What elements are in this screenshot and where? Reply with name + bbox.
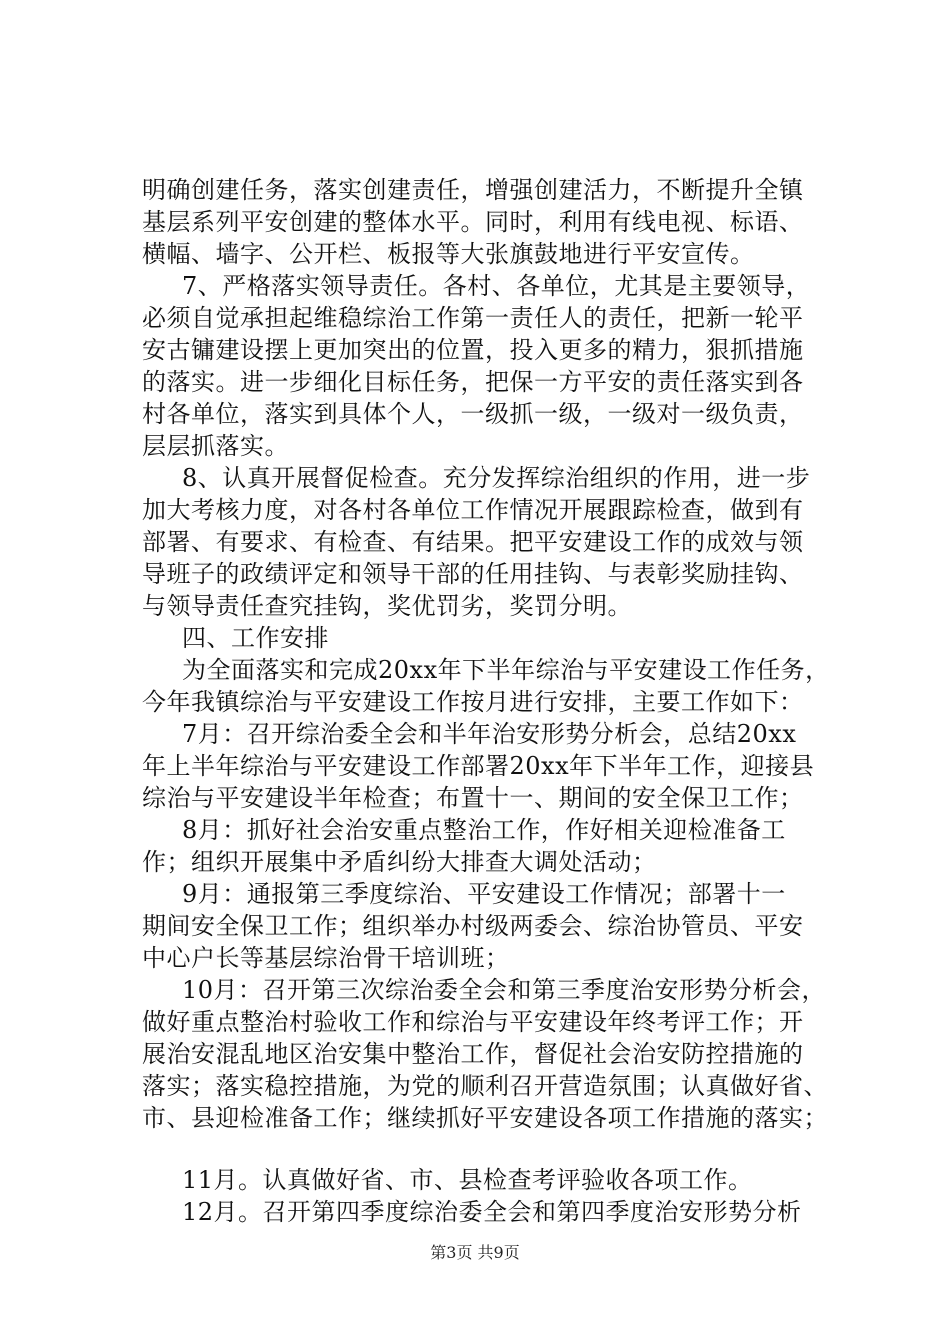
text-line: 明确创建任务，落实创建责任，增强创建活力，不断提升全镇: [142, 176, 804, 204]
text-line: 8月：抓好社会治安重点整治工作，作好相关迎检准备工: [182, 816, 786, 844]
text-line: 安古镛建设摆上更加突出的位置，投入更多的精力，狠抓措施: [142, 336, 804, 364]
text-line: 12月。召开第四季度综治委全会和第四季度治安形势分析: [182, 1198, 802, 1226]
body-text: [142, 174, 842, 1228]
text-line: 与领导责任查究挂钩，奖优罚劣，奖罚分明。: [142, 592, 632, 620]
text-line: 11月。认真做好省、市、县检查考评验收各项工作。: [182, 1166, 753, 1194]
text-line: 做好重点整治村验收工作和综治与平安建设年终考评工作；开: [142, 1008, 804, 1036]
paragraph-gap: [142, 1134, 842, 1164]
text-line: 8、认真开展督促检查。充分发挥综治组织的作用，进一步: [182, 464, 811, 492]
text-line: 7月：召开综治委全会和半年治安形势分析会，总结20xx: [182, 720, 797, 748]
text-line: 的落实。进一步细化目标任务，把保一方平安的责任落实到各: [142, 368, 804, 396]
text-line: 7、严格落实领导责任。各村、各单位，尤其是主要领导，: [182, 272, 811, 300]
text-line: 落实；落实稳控措施，为党的顺利召开营造氛围；认真做好省、: [142, 1072, 828, 1100]
page-footer: [0, 1243, 950, 1263]
text-line: 导班子的政绩评定和领导干部的任用挂钩、与表彰奖励挂钩、: [142, 560, 804, 588]
text-line: 9月：通报第三季度综治、平安建设工作情况；部署十一: [182, 880, 786, 908]
text-line: 横幅、墙字、公开栏、板报等大张旗鼓地进行平安宣传。: [142, 240, 755, 268]
text-line: 层层抓落实。: [142, 432, 289, 460]
text-line: 基层系列平安创建的整体水平。同时，利用有线电视、标语、: [142, 208, 804, 236]
text-line: 加大考核力度，对各村各单位工作情况开展跟踪检查，做到有: [142, 496, 804, 524]
text-line: 作；组织开展集中矛盾纠纷大排查大调处活动；: [142, 848, 657, 876]
text-line: 村各单位，落实到具体个人，一级抓一级，一级对一级负责，: [142, 400, 804, 428]
section-heading: 四、工作安排: [182, 624, 329, 652]
text-line: 综治与平安建设半年检查；布置十一、期间的安全保卫工作；: [142, 784, 804, 812]
text-line: 必须自觉承担起维稳综治工作第一责任人的责任，把新一轮平: [142, 304, 804, 332]
text-line: 展治安混乱地区治安集中整治工作，督促社会治安防控措施的: [142, 1040, 804, 1068]
text-line: 市、县迎检准备工作；继续抓好平安建设各项工作措施的落实；: [142, 1104, 828, 1132]
text-line: 年上半年综治与平安建设工作部署20xx年下半年工作，迎接县: [142, 752, 815, 780]
text-line: 今年我镇综治与平安建设工作按月进行安排，主要工作如下：: [142, 688, 804, 716]
text-line: 10月：召开第三次综治委全会和第三季度治安形势分析会，: [182, 976, 827, 1004]
page-number-label: 第3页 共9页: [430, 1243, 520, 1262]
text-line: 为全面落实和完成20xx年下半年综治与平安建设工作任务，: [182, 656, 830, 684]
text-line: 部署、有要求、有检查、有结果。把平安建设工作的成效与领: [142, 528, 804, 556]
text-line: 中心户长等基层综治骨干培训班；: [142, 944, 510, 972]
text-line: 期间安全保卫工作；组织举办村级两委会、综治协管员、平安: [142, 912, 804, 940]
